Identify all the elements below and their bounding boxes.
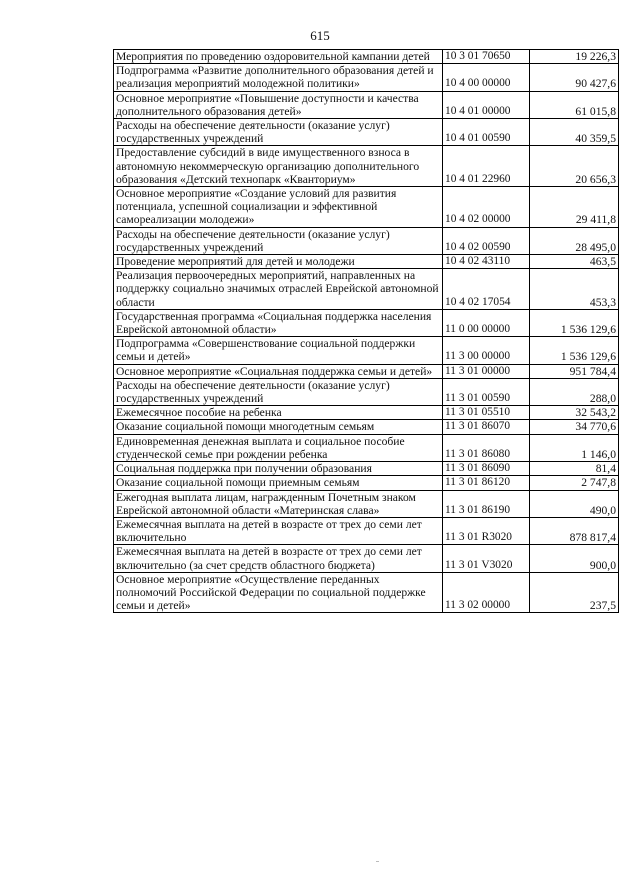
expense-name-cell: Мероприятия по проведению оздоровительной кампании детей — [114, 50, 443, 64]
amount-cell: 40 359,5 — [530, 119, 619, 146]
budget-code-cell: 10 4 02 00000 — [443, 187, 530, 228]
expense-name-cell: Ежемесячное пособие на ребенка — [114, 406, 443, 420]
table-row — [114, 269, 619, 310]
budget-code-cell: 11 3 01 86190 — [443, 490, 530, 517]
table-row — [114, 227, 619, 254]
table-row — [114, 309, 619, 336]
expense-name-cell: Основное мероприятие «Повышение доступности и качества дополнительного образования детей» — [114, 91, 443, 118]
expense-name-cell: Расходы на обеспечение деятельности (оказание услуг) государственных учреждений — [114, 378, 443, 405]
amount-cell: 19 226,3 — [530, 50, 619, 64]
amount-cell: 951 784,4 — [530, 364, 619, 378]
amount-cell: 237,5 — [530, 572, 619, 613]
expense-name-cell: Проведение мероприятий для детей и молодежи — [114, 255, 443, 269]
table-row — [114, 64, 619, 91]
amount-cell: 61 015,8 — [530, 91, 619, 118]
expense-name-cell: Ежегодная выплата лицам, награжденным Почетным знаком Еврейской автономной области «Материнская слава» — [114, 490, 443, 517]
table-row — [114, 434, 619, 461]
expense-name-cell: Реализация первоочередных мероприятий, направленных на поддержку социально значимых отраслей Еврейской автономной области — [114, 269, 443, 310]
expense-name-cell: Основное мероприятие «Создание условий для развития потенциала, успешной социализации и эффективной самореализации молодежи» — [114, 187, 443, 228]
budget-code-cell: 11 3 00 00000 — [443, 337, 530, 364]
amount-cell: 2 747,8 — [530, 476, 619, 490]
budget-code-cell: 11 3 01 05510 — [443, 406, 530, 420]
budget-code-cell: 11 3 01 00590 — [443, 378, 530, 405]
amount-cell: 463,5 — [530, 255, 619, 269]
table-row — [114, 545, 619, 572]
amount-cell: 288,0 — [530, 378, 619, 405]
table-row — [114, 50, 619, 64]
page-number: 615 — [310, 28, 330, 43]
amount-cell: 1 536 129,6 — [530, 309, 619, 336]
amount-cell: 878 817,4 — [530, 517, 619, 544]
table-row — [114, 462, 619, 476]
table-row — [114, 490, 619, 517]
amount-cell: 29 411,8 — [530, 187, 619, 228]
table-row — [114, 91, 619, 118]
expense-name-cell: Подпрограмма «Развитие дополнительного образования детей и реализация мероприятий молодежной политики» — [114, 64, 443, 91]
amount-cell: 34 770,6 — [530, 420, 619, 434]
budget-code-cell: 11 3 01 86090 — [443, 462, 530, 476]
table-row — [114, 420, 619, 434]
budget-code-cell: 10 4 01 22960 — [443, 146, 530, 187]
expense-name-cell: Основное мероприятие «Социальная поддержка семьи и детей» — [114, 364, 443, 378]
expense-name-cell: Ежемесячная выплата на детей в возрасте от трех до семи лет включительно — [114, 517, 443, 544]
amount-cell: 90 427,6 — [530, 64, 619, 91]
budget-code-cell: 11 3 01 86080 — [443, 434, 530, 461]
budget-code-cell: 11 3 01 R3020 — [443, 517, 530, 544]
expense-name-cell: Оказание социальной помощи многодетным семьям — [114, 420, 443, 434]
expense-name-cell: Основное мероприятие «Осуществление переданных полномочий Российской Федерации по социальной поддержке семьи и детей» — [114, 572, 443, 613]
budget-code-cell: 10 4 02 43110 — [443, 255, 530, 269]
amount-cell: 20 656,3 — [530, 146, 619, 187]
table-row — [114, 517, 619, 544]
table-row — [114, 187, 619, 228]
amount-cell: 28 495,0 — [530, 227, 619, 254]
table-row — [114, 364, 619, 378]
budget-code-cell: 11 3 01 V3020 — [443, 545, 530, 572]
budget-table-body — [114, 50, 619, 613]
budget-table — [113, 49, 619, 613]
table-row — [114, 337, 619, 364]
expense-name-cell: Социальная поддержка при получении образования — [114, 462, 443, 476]
amount-cell: 900,0 — [530, 545, 619, 572]
budget-code-cell: 10 3 01 70650 — [443, 50, 530, 64]
expense-name-cell: Подпрограмма «Совершенствование социальной поддержки семьи и детей» — [114, 337, 443, 364]
budget-code-cell: 10 4 02 17054 — [443, 269, 530, 310]
amount-cell: 32 543,2 — [530, 406, 619, 420]
amount-cell: 490,0 — [530, 490, 619, 517]
expense-name-cell: Расходы на обеспечение деятельности (оказание услуг) государственных учреждений — [114, 227, 443, 254]
budget-code-cell: 11 3 01 86070 — [443, 420, 530, 434]
expense-name-cell: Расходы на обеспечение деятельности (оказание услуг) государственных учреждений — [114, 119, 443, 146]
amount-cell: 453,3 — [530, 269, 619, 310]
expense-name-cell: Предоставление субсидий в виде имущественного взноса в автономную некоммерческую организацию дополнительного образования «Детский технопарк «Кванториум» — [114, 146, 443, 187]
expense-name-cell: Единовременная денежная выплата и социальное пособие студенческой семье при рождении ребенка — [114, 434, 443, 461]
table-row — [114, 255, 619, 269]
budget-code-cell: 11 0 00 00000 — [443, 309, 530, 336]
scan-speck — [376, 861, 379, 862]
expense-name-cell: Оказание социальной помощи приемным семьям — [114, 476, 443, 490]
expense-name-cell: Ежемесячная выплата на детей в возрасте от трех до семи лет включительно (за счет средств областного бюджета) — [114, 545, 443, 572]
budget-code-cell: 10 4 00 00000 — [443, 64, 530, 91]
budget-code-cell: 10 4 02 00590 — [443, 227, 530, 254]
amount-cell: 1 146,0 — [530, 434, 619, 461]
table-row — [114, 406, 619, 420]
table-row — [114, 378, 619, 405]
expense-name-cell: Государственная программа «Социальная поддержка населения Еврейской автономной области» — [114, 309, 443, 336]
budget-code-cell: 10 4 01 00590 — [443, 119, 530, 146]
table-row — [114, 476, 619, 490]
budget-code-cell: 11 3 02 00000 — [443, 572, 530, 613]
budget-code-cell: 11 3 01 86120 — [443, 476, 530, 490]
table-row — [114, 146, 619, 187]
table-row — [114, 572, 619, 613]
amount-cell: 1 536 129,6 — [530, 337, 619, 364]
budget-code-cell: 11 3 01 00000 — [443, 364, 530, 378]
amount-cell: 81,4 — [530, 462, 619, 476]
table-row — [114, 119, 619, 146]
budget-code-cell: 10 4 01 00000 — [443, 91, 530, 118]
